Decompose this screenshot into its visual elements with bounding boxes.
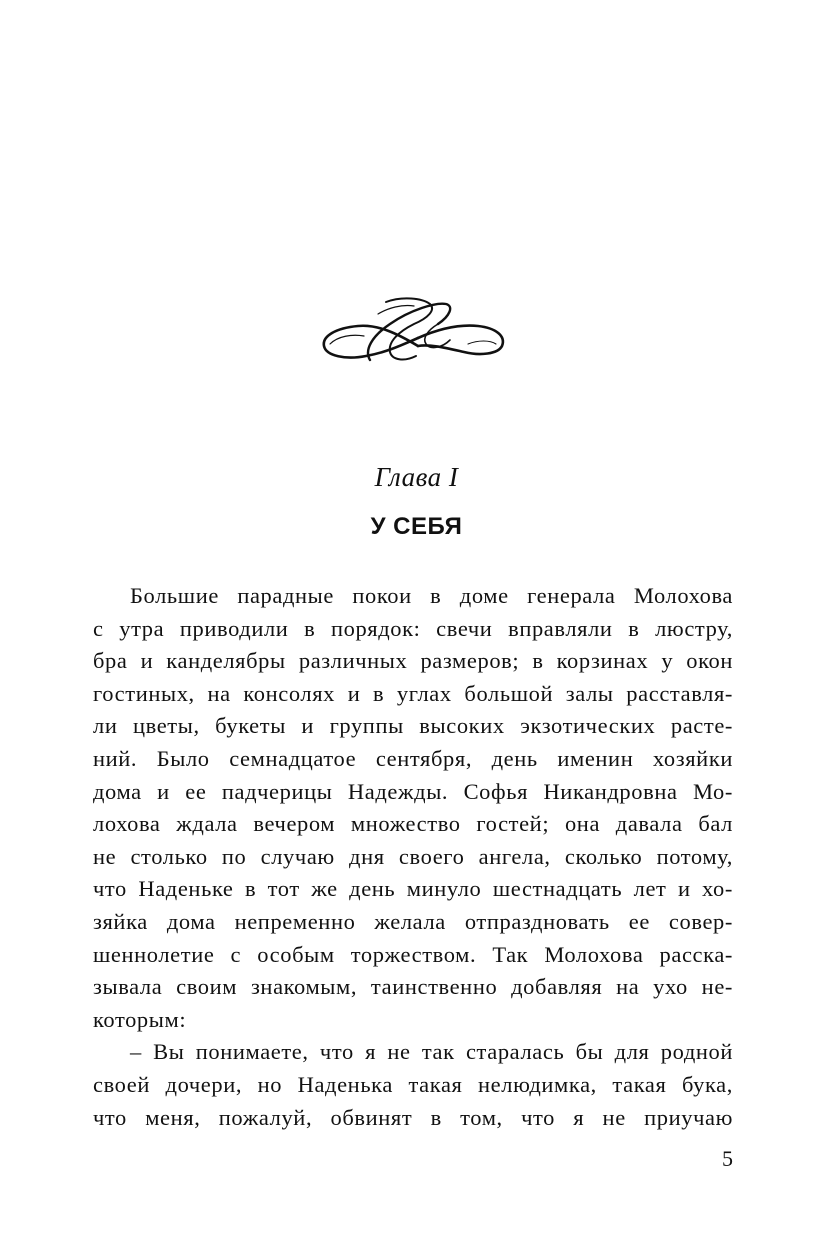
flourish-ornament-icon: [318, 294, 508, 370]
chapter-title: У СЕБЯ: [370, 513, 463, 540]
page-number: 5: [722, 1146, 733, 1171]
text-line: зяйка дома непременно желала отпраздновать ее совер-: [93, 908, 733, 934]
text-line: Большие парадные покои в доме генерала Молохова: [130, 583, 733, 608]
text-line: гостиных, на консолях и в углах большой залы расставля-: [93, 680, 733, 706]
text-line: – Вы понимаете, что я не так старалась бы для родной: [130, 1039, 733, 1065]
text-line: зывала своим знакомым, таинственно добавляя на ухо не-: [93, 974, 733, 1000]
text-line: что Наденьке в тот же день минуло шестнадцать лет и хо-: [93, 876, 733, 902]
text-line: с утра приводили в порядок: свечи вправляли в люстру,: [93, 615, 733, 641]
body-text: [93, 580, 733, 1134]
text-line: не столько по случаю дня своего ангела, сколько потому,: [93, 843, 733, 869]
text-line: ли цветы, букеты и группы высоких экзотических расте-: [93, 713, 733, 739]
text-line: своей дочери, но Наденька такая нелюдимка, такая бука,: [93, 1071, 733, 1097]
text-line: шеннолетие с особым торжеством. Так Молохова расска-: [93, 941, 733, 967]
chapter-label: Глава I: [374, 462, 459, 492]
text-line: которым:: [93, 1006, 187, 1032]
text-line: лохова ждала вечером множество гостей; она давала бал: [93, 811, 733, 837]
text-line: ний. Было семнадцатое сентября, день именин хозяйки: [93, 745, 733, 771]
text-line: что меня, пожалуй, обвинят в том, что я не приучаю: [93, 1104, 733, 1130]
text-line: бра и канделябры различных размеров; в корзинах у окон: [93, 648, 733, 674]
text-line: дома и ее падчерицы Надежды. Софья Никандровна Мо-: [93, 778, 733, 804]
